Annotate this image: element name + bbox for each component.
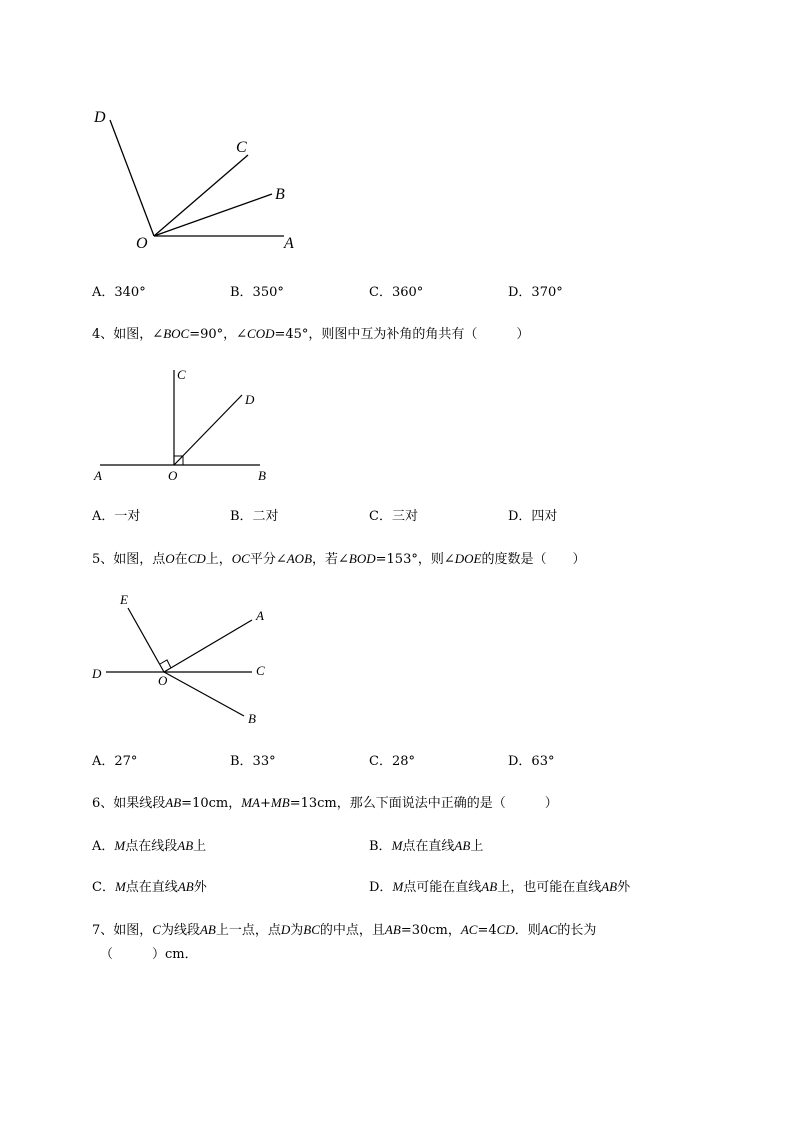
ray-od: [174, 395, 242, 465]
label-a: A: [256, 608, 264, 623]
q5-option-a: A．27°: [92, 754, 138, 769]
label-a: A: [284, 235, 294, 252]
q4-stem: 4、如图，∠BOC=90°，∠COD=45°，则图中互为补角的角共有（ ）: [92, 326, 530, 342]
ray-oc: [154, 155, 248, 236]
label-e: E: [120, 592, 128, 607]
label-c: C: [256, 663, 265, 678]
q4-option-b: B．二对: [230, 509, 279, 524]
q6-option-c: C．M点在直线AB外: [92, 879, 207, 895]
label-b: B: [248, 711, 256, 726]
label-b: B: [258, 468, 266, 483]
q4-figure: [88, 362, 288, 487]
label-b: B: [275, 186, 285, 203]
q7-answer-blank: （ ）cm．: [100, 947, 198, 962]
label-d: D: [94, 109, 106, 126]
ray-oa: [164, 620, 252, 672]
label-o: O: [168, 468, 178, 483]
ray-ob: [164, 672, 244, 716]
q3-option-c: C．360°: [369, 285, 424, 300]
label-d: D: [92, 666, 102, 681]
q3-option-b: B．350°: [230, 285, 284, 300]
q5-option-d: D．63°: [508, 754, 555, 769]
label-a: A: [94, 468, 102, 483]
q5-figure: [88, 590, 288, 730]
q4-option-a: A．一对: [92, 509, 141, 524]
q5-option-b: B．33°: [230, 754, 276, 769]
q6-option-d: D．M点可能在直线AB上，也可能在直线AB外: [369, 879, 631, 895]
ray-od: [110, 120, 154, 236]
ray-oe: [128, 608, 164, 672]
q6-option-a: A．M点在线段AB上: [92, 838, 207, 854]
q5-stem: 5、如图，点O在CD上，OC平分∠AOB，若∠BOD=153°，则∠DOE的度数是（ ）: [92, 551, 586, 567]
q7-stem: 7、如图，C为线段AB上一点，点D为BC的中点，且AB=30cm，AC=4CD．则AC的长为: [92, 922, 597, 938]
q4-option-d: D．四对: [508, 509, 558, 524]
q3-option-d: D．370°: [508, 285, 563, 300]
q3-option-a: A．340°: [92, 285, 146, 300]
label-c: C: [236, 139, 247, 156]
label-o: O: [158, 673, 168, 688]
ray-ob: [154, 194, 272, 236]
q3-figure: [88, 100, 318, 260]
label-o: O: [136, 235, 148, 252]
q6-stem: 6、如果线段AB=10cm，MA+MB=13cm，那么下面说法中正确的是（ ）: [92, 795, 558, 811]
q5-option-c: C．28°: [369, 754, 415, 769]
q6-option-b: B．M点在直线AB上: [369, 838, 484, 854]
label-d: D: [245, 392, 255, 407]
q4-option-c: C．三对: [369, 509, 418, 524]
label-c: C: [177, 367, 186, 382]
